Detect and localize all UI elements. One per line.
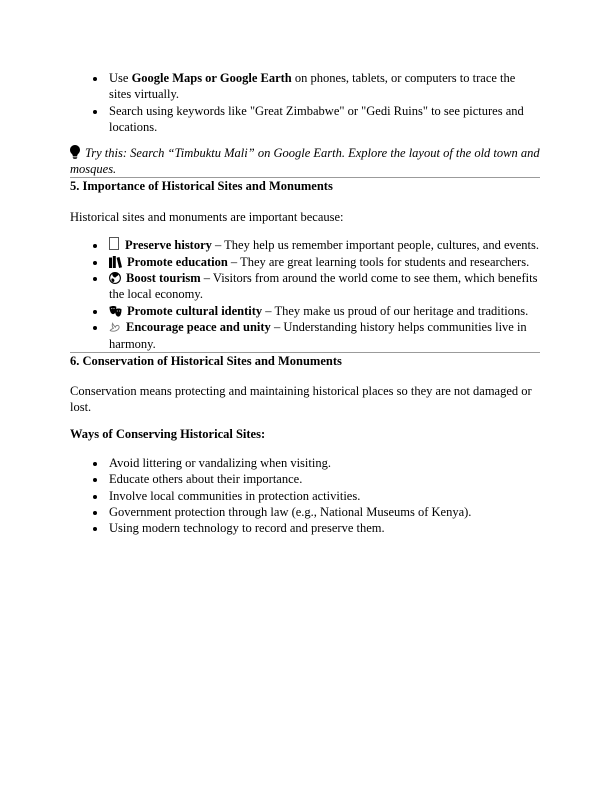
section-5-heading: 5. Importance of Historical Sites and Monuments [70, 179, 333, 194]
list-item: • Educate others about their importance. [107, 471, 540, 487]
try-this-note [70, 145, 540, 178]
masks-icon [109, 306, 122, 317]
list-item: • Using modern technology to record and preserve them. [107, 520, 540, 536]
list-item [107, 303, 540, 319]
section-5-intro: Historical sites and monuments are important because: [70, 209, 344, 224]
missing-glyph-box-icon [109, 237, 119, 250]
importance-desc: – Visitors from around the world come to see them, which benefits the local economy. [109, 271, 538, 302]
list-item [107, 237, 540, 253]
list-item [107, 70, 540, 103]
list-item [107, 254, 540, 270]
list-item [107, 103, 540, 136]
list-item: • Involve local communities in protection activities. [107, 488, 540, 504]
conservation-list [70, 455, 540, 537]
globe-icon [109, 272, 121, 284]
importance-term: Promote education [127, 254, 228, 269]
importance-term: Boost tourism [126, 271, 201, 286]
ways-subheading: Ways of Conserving Historical Sites: [70, 427, 266, 442]
section-6-intro: Conservation means protecting and maintaining historical places so they are not damaged or lost. [70, 383, 532, 414]
importance-term: Promote cultural identity [127, 303, 263, 318]
list-item: • Government protection through law (e.g., National Museums of Kenya). [107, 504, 540, 520]
list-item: • Avoid littering or vandalizing when visiting. [107, 455, 540, 471]
importance-desc: – They make us proud of our heritage and traditions. [265, 303, 529, 318]
try-this-text: Try this: Search “Timbuktu Mali” on Google Earth. Explore the layout of the old town and mosques. [70, 145, 540, 177]
bullet-text-bold: Google Maps or Google Earth [131, 71, 292, 85]
list-item [107, 270, 540, 303]
dove-icon [109, 322, 121, 333]
importance-desc: – They help us remember important people, cultures, and events. [215, 238, 539, 253]
importance-term: Preserve history [125, 238, 212, 253]
virtual-tour-list [70, 70, 540, 136]
list-item [107, 319, 540, 352]
section-6-heading: 6. Conservation of Historical Sites and Monuments [70, 354, 342, 369]
books-icon [109, 256, 122, 268]
importance-desc: – Understanding history helps communities live in harmony. [109, 320, 527, 351]
bullet-text-pre: Use [109, 71, 132, 85]
importance-desc: – They are great learning tools for students and researchers. [230, 254, 530, 269]
lightbulb-icon [70, 145, 80, 159]
bullet-text-pre: Search using keywords like "Great Zimbabwe" or "Gedi Ruins" to see pictures and locations. [109, 103, 524, 135]
bullet-text-post: on phones, tablets, or computers to trace the sites virtually. [109, 71, 516, 102]
importance-term: Encourage peace and unity [126, 320, 271, 335]
importance-list [70, 237, 540, 352]
